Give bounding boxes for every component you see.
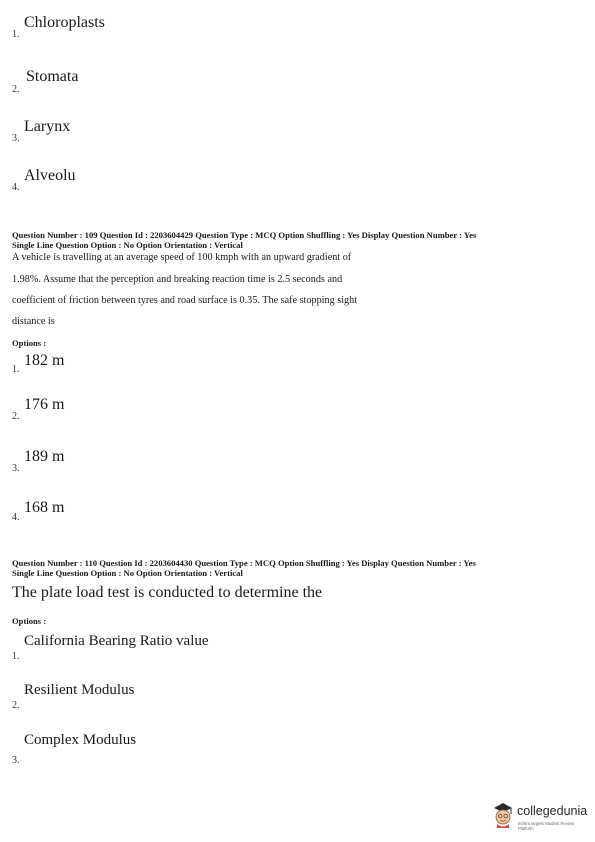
question-text-line: A vehicle is travelling at an average speed of 100 kmph with an upward gradient of (12, 252, 352, 263)
option-text: 168 m (24, 499, 65, 516)
question-metadata-line: Single Line Question Option : No Option Orientation : Vertical (12, 568, 243, 578)
option-number: 3. (12, 755, 20, 766)
question-metadata (12, 558, 587, 578)
option-text: Larynx (24, 118, 71, 135)
option-number: 2. (12, 84, 20, 95)
question-metadata-line: Question Number : 109 Question Id : 2203604429 Question Type : MCQ Option Shuffling : Yes Display Question Number : Yes (12, 230, 477, 240)
option-number: 3. (12, 133, 20, 144)
collegedunia-logo (492, 800, 590, 834)
option-text: 189 m (24, 448, 65, 465)
logo-tagline: India's largest Student Review Platform (518, 821, 575, 831)
option-text: Chloroplasts (24, 14, 105, 31)
option-text: California Bearing Ratio value (24, 633, 209, 649)
question-metadata-line: Single Line Question Option : No Option Orientation : Vertical (12, 240, 243, 250)
question-text-line: 1.98%. Assume that the perception and breaking reaction time is 2.5 seconds and (12, 274, 343, 285)
option-text: 182 m (24, 352, 65, 369)
options-label: Options : (12, 616, 47, 626)
question-text-line: coefficient of friction between tyres and road surface is 0.35. The safe stopping sight (12, 295, 358, 306)
option-text: Complex Modulus (24, 732, 137, 748)
option-number: 1. (12, 364, 20, 375)
student-mascot-icon (492, 802, 514, 828)
option-number: 4. (12, 182, 20, 193)
option-number: 1. (12, 29, 20, 40)
option-text: Resilient Modulus (24, 682, 135, 698)
question-metadata (12, 230, 587, 250)
option-number: 2. (12, 700, 20, 711)
option-text: 176 m (24, 396, 65, 413)
question-metadata-line: Question Number : 110 Question Id : 2203604430 Question Type : MCQ Option Shuffling : Yes Display Question Number : Yes (12, 558, 476, 568)
logo-wordmark: collegedunia (517, 804, 588, 818)
option-number: 1. (12, 651, 20, 662)
option-number: 4. (12, 512, 20, 523)
question-text: The plate load test is conducted to determine the (12, 584, 323, 601)
option-number: 3. (12, 463, 20, 474)
option-text: Alveolu (24, 167, 76, 184)
option-number: 2. (12, 411, 20, 422)
options-label: Options : (12, 338, 47, 348)
question-text-line: distance is (12, 316, 55, 327)
option-text: Stomata (26, 68, 79, 85)
